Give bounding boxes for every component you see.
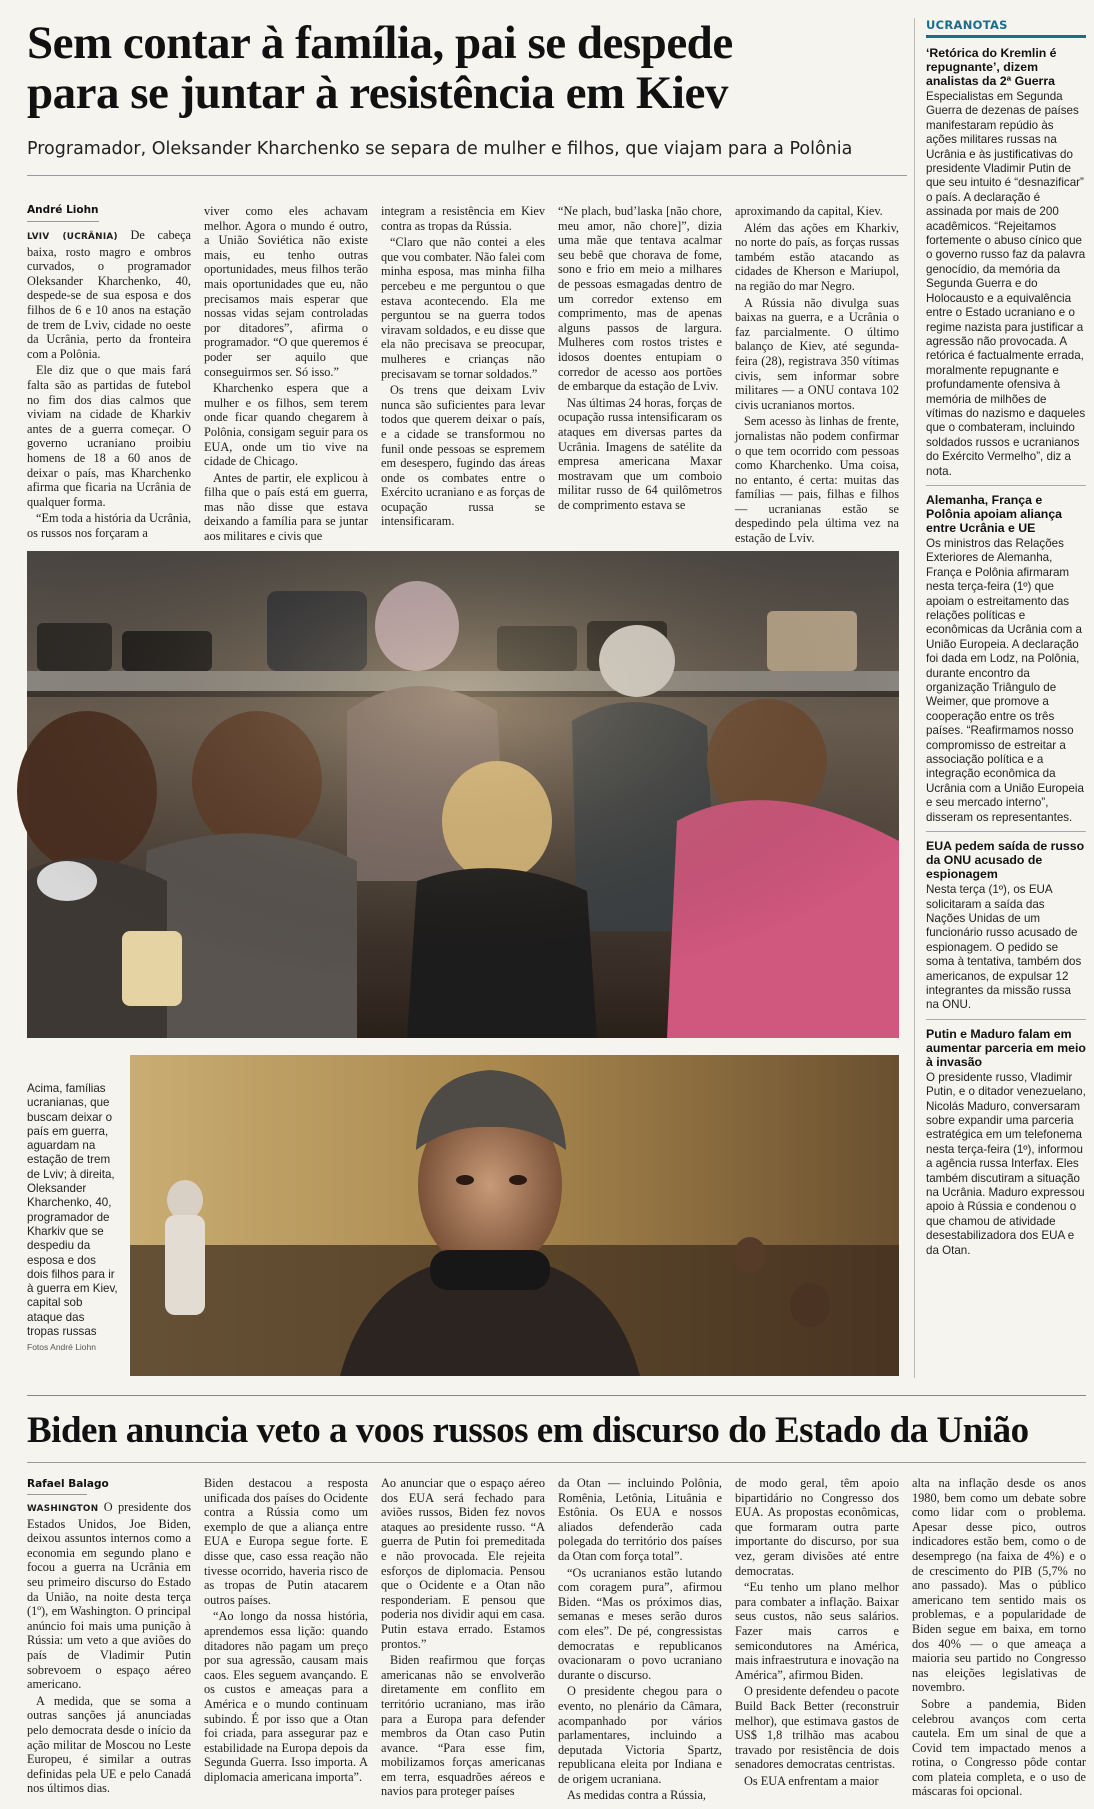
paragraph: Sobre a pandemia, Biden celebrou avanços com certa cautela. Em um sinal de que a Covid tem impactado menos a rotina, o Congresso pôde contar com plateia completa, e o uso de máscaras foi opcional.	[912, 1696, 1086, 1799]
paragraph: aproximando da capital, Kiev.	[735, 204, 883, 218]
paragraph: A Rússia não divulga suas baixas na guerra, e a Ucrânia o faz parcialmente. O último balanço de Kiev, até segunda-feira (28), registrava 350 vítimas civis, sem informar sobre militares — a ONU contava 102 civis ucranianos mortos.	[735, 295, 899, 412]
sidebar-item-body: O presidente russo, Vladimir Putin, e o ditador venezuelano, Nicolás Maduro, conversaram sobre expandir uma parceria estratégica em um telefonema nesta terça-feira (1º), informou a agência russa Interfax. Eles também discutiram a situação na Ucrânia. Maduro expressou apoio à Rússia e condenou o que chamou de atividade desestabilizadora dos EUA e da Otan.	[926, 1070, 1086, 1257]
paragraph: A medida, que se soma a outras sanções já anunciadas pelo democrata desde o início da ação militar de Moscou no Leste Europeu, é similar a outras definidas pela UE e pelo Canadá nos últimos dias.	[27, 1693, 191, 1796]
paragraph: “Claro que não contei a eles que vou combater. Não falei com minha esposa, mas minha filha percebeu e me perguntou o que estava acontecendo. Ela me perguntou se na guerra todos viravam soldados, e eu disse que ela não precisava se preocupar, mulheres e crianças não precisavam se tornar soldados.”	[381, 235, 545, 381]
sidebar-accent-bar	[926, 35, 1086, 38]
paragraph: Sem acesso às linhas de frente, jornalistas não podem confirmar o que tem ocorrido com pessoas como Kharchenko. Uma coisa, no entanto, é certa: muitas das famílias — pais, filhas e filhos — ucranianas estão se despedindo pela última vez na estação de Lviv.	[735, 414, 899, 546]
sidebar-item-body: Especialistas em Segunda Guerra de dezenas de países manifestaram repúdio às ações militares russas na Ucrânia e às justificativas do presidente Vladimir Putin de que seu intuito é “desnazificar” o país. A declaração é assinada por mais de 200 acadêmicos. “Rejeitamos fortemente o abuso cínico que o governo russo faz da palavra genocídio, da memória da Segunda Guerra e do Holocausto e a equivalência entre o Estado ucraniano e o regime nazista para justificar a agressão não provocada. A retórica é factualmente errada, moralmente repugnante e profundamente ofensiva à memória de milhões de vítimas do nazismo e daqueles que o combateram, incluindo soldados russos e ucranianos do Exército Vermelho”, diz a nota.	[926, 90, 1086, 478]
paragraph: “Ne plach, bud’laska [não chore, meu amor, não chore]”, dizia uma mãe que tentava acalmar seu bebê que chorava de fome, sono e frio em meio a milhares de pessoas esmagadas dentro de um corredor extenso em comprimento, mas de apenas alguns passos de largura. Mulheres com rostos tristes e idosos doentes entupiam o corredor de acesso aos portões de embarque da estação de Lviv.	[558, 204, 722, 394]
paragraph: Nas últimas 24 horas, forças de ocupação russa intensificaram os ataques em diversas partes da Ucrânia. Imagens de satélite da empresa americana Maxar mostravam que um comboio militar russo de 64 quilômetros de comprimento estava se	[558, 395, 722, 512]
paragraph: Antes de partir, ele explicou à filha que o país está em guerra, mas não disse que estava deixando a família para se juntar aos militares e civis que	[204, 470, 368, 544]
photo-train-families	[27, 551, 899, 1038]
photo-caption-block	[27, 1082, 119, 1352]
photo-credit: Fotos André Liohn	[27, 1342, 96, 1353]
paragraph: “Eu tenho um plano melhor para combater a inflação. Baixar seus custos, não seus salários. Fazer mais carros e semicondutores na América, mais infraestrutura e inovação na América”, afirmou Biden.	[735, 1580, 899, 1682]
paragraph: As medidas contra a Rússia,	[567, 1788, 706, 1803]
paragraph: Biden reafirmou que forças americanas não se envolverão diretamente em conflito em território ucraniano, mas irão para a Europa para defender membros da Otan caso Putin avance. “Para esse fim, mobilizamos forças americanas em terra, esquadrões aéreos e navios para proteger países	[381, 1653, 545, 1799]
article1-rule	[27, 175, 907, 176]
byline-rule	[27, 221, 99, 222]
paragraph: da Otan — incluindo Polônia, Romênia, Letônia, Lituânia e Estônia. Os EUA e nossos aliados defenderão cada polegada do território dos países da Otan com força total”.	[558, 1476, 722, 1563]
article2-column-4	[558, 1476, 722, 1803]
article1-byline: André Liohn	[27, 204, 99, 216]
article1-column-5	[735, 204, 899, 546]
sidebar-item-title: Putin e Maduro falam em aumentar parceria em meio à invasão	[926, 1026, 1086, 1069]
paragraph: O presidente chegou para o evento, no plenário da Câmara, acompanhado por vários parlamentares, incluindo a deputada Victoria Spartz, republicana eleita por Indiana e de origem ucraniana.	[558, 1684, 722, 1786]
sidebar-ucranotas	[926, 18, 1086, 1398]
paragraph: alta na inflação desde os anos 1980, bem como um debate sobre como lidar com o problema. Apesar desse pico, outros indicadores estão bem, como o de desemprego (na faixa de 4%) e o de crescimento do PIB (5,7% no ano passado). Mas o público americano tem sentido mais os problemas, e a popularidade de Biden segue em baixa, em torno dos 40% — o que ameaça a maioria seu partido no Congresso nas eleições legislativas de novembro.	[912, 1476, 1086, 1695]
sidebar-divider	[926, 831, 1086, 832]
sidebar-item-title: Alemanha, França e Polônia apoiam aliança entre Ucrânia e UE	[926, 492, 1062, 535]
sidebar-label: UCRANOTAS	[926, 18, 1008, 32]
sidebar-divider	[926, 1019, 1086, 1020]
sidebar-divider	[926, 485, 1086, 486]
sidebar-left-rule	[914, 18, 915, 1378]
article2-column-6	[912, 1476, 1086, 1800]
paragraph: Kharchenko espera que a mulher e os filhos, sem terem onde ficar quando chegarem à Polônia, consigam seguir para os EUA, onde um tio vive na cidade de Chicago.	[204, 381, 368, 469]
paragraph: integram a resistência em Kiev contra as tropas da Rússia.	[381, 204, 545, 233]
sidebar-item-title: EUA pedem saída de russo da ONU acusado de espionagem	[926, 839, 1085, 882]
byline-rule	[27, 1494, 87, 1495]
paragraph: “Ao longo da nossa história, aprendemos essa lição: quando ditadores não pagam um preço por sua agressão, causam mais caos. Eles seguem avançando. E os custos e ameaças para a América e o mundo continuam subindo. É por isso que a Otan foi criada, para assegurar paz e estabilidade na Europa depois da Segunda Guerra. Isso importa. A diplomacia americana importa”.	[204, 1609, 368, 1784]
paragraph: De cabeça baixa, rosto magro e ombros curvados, o programador Oleksander Kharchenko, 40, despede-se de sua esposa e dos filhos de 6 e 10 anos na estação de trem de Lviv, cidade no oeste da Ucrânia, perto da fronteira com a Polônia.	[27, 228, 191, 361]
article1-column-4	[558, 204, 722, 530]
portrait-illustration	[130, 1055, 899, 1376]
article1-headline-line1: Sem contar à família, pai se despede	[27, 17, 733, 69]
article2-rule	[27, 1462, 1086, 1463]
paragraph: O presidente dos Estados Unidos, Joe Biden, deixou assuntos internos como a economia em segundo plano e focou a guerra na Ucrânia em seu primeiro discurso do Estado da União, na noite desta terça (1º), em Washington. O principal anúncio foi mais uma punição à Rússia: um veto a que aviões do país de Vladimir Putin sobrevoem o espaço aéreo americano.	[27, 1500, 191, 1692]
paragraph: Ao anunciar que o espaço aéreo dos EUA será fechado para aviões russos, Biden fez novos ataques ao presidente russo. “A guerra de Putin foi premeditada e não provocada. Ele rejeita esforços de diplomacia. Pensou que o Ocidente e a Otan não responderiam. E pensou que poderia nos dividir aqui em casa. Putin estava errado. Estamos prontos.”	[381, 1476, 545, 1651]
photo-kharchenko-portrait	[130, 1055, 899, 1376]
photo-caption: Acima, famílias ucranianas, que buscam deixar o país em guerra, aguardam na estação de trem de Lviv; à direita, Oleksander Kharchenko, 40, programador de Kharkiv que se despediu da esposa e dos dois filhos para ir à guerra em Kiev, capital sob ataque das tropas russas	[27, 1082, 118, 1339]
article2-column-2	[204, 1476, 368, 1800]
article1-dateline: LVIV (UCRÂNIA)	[27, 232, 118, 242]
article2-column-1	[27, 1500, 191, 1800]
article2-column-5	[735, 1476, 899, 1800]
article2-headline: Biden anuncia veto a voos russos em discurso do Estado da União	[27, 1410, 1029, 1451]
sidebar-item-title: ‘Retórica do Kremlin é repugnante’, dizem analistas da 2ª Guerra	[926, 46, 1057, 88]
paragraph: viver como eles achavam melhor. Agora o mundo é outro, a União Soviética não existe mais, eu tenho outras oportunidades, meus filhos terão mais oportunidades que eu, não precisamos mais esperar que nossas vidas sejam controladas por ditadores”, afirma o programador. “O que queremos é poder ser aquilo que conseguirmos ser. Só isso.”	[204, 204, 368, 379]
section-divider	[27, 1395, 1086, 1396]
article2-byline: Rafael Balago	[27, 1478, 109, 1490]
paragraph: Os EUA enfrentam a maior	[744, 1773, 879, 1788]
paragraph: O presidente defendeu o pacote Build Back Better (reconstruir melhor), que estimava gastos de US$ 1,8 trilhão mas acabou travado por resistência de dois senadores democratas centristas.	[735, 1684, 900, 1772]
paragraph: Biden destacou a resposta unificada dos países do Ocidente contra a Rússia como um exemplo de que a aliança entre EUA e Europa segue forte. E disse que, caso essa reação não tivesse ocorrido, haveria risco de as tropas de Putin atacarem outros países.	[204, 1476, 368, 1607]
paragraph: de modo geral, têm apoio bipartidário no Congresso dos EUA. As propostas econômicas, que formaram outra parte importante do discurso, por sua vez, geram divisões até entre democratas.	[735, 1476, 899, 1578]
article1-column-2	[204, 204, 368, 544]
paragraph: Ele diz que o que mais fará falta são as partidas de futebol no fim dos dias calmos que viviam na cidade de Kharkiv antes de a guerra começar. O governo ucraniano proibiu homens de 18 a 60 anos de deixar o país, mas Kharchenko afirma que ficaria na Ucrânia de qualquer forma.	[27, 363, 191, 509]
article1-headline-line2: para se juntar à resistência em Kiev	[27, 66, 728, 119]
article1-headline	[27, 17, 907, 119]
paragraph: “Os ucranianos estão lutando com coragem pura”, afirmou Biden. “Mas os próximos dias, semanas e meses serão duros com eles”. De pé, congressistas democratas e republicanos ovacionaram o povo ucraniano durante o discurso.	[558, 1565, 722, 1682]
paragraph: “Em toda a história da Ucrânia, os russos nos forçaram a	[27, 511, 192, 540]
paragraph: Além das ações em Kharkiv, no norte do país, as forças russas também estão atacando as cidades de Kherson e Mariupol, na região do mar Negro.	[735, 220, 899, 293]
sidebar-item-body: Os ministros das Relações Exteriores de Alemanha, França e Polônia afirmaram nesta terça-feira (1º) que apoiam o estreitamento das relações políticas e econômicas da Ucrânia com a União Europeia. A declaração foi dada em Lodz, na Polônia, durante encontro da organização Triângulo de Weimer, que promove a cooperação entre os três países. “Reafirmamos nosso compromisso de estreitar a associação política e a integração econômica da Ucrânia com a União Europeia e seu mercado interno”, disseram os representantes.	[926, 536, 1084, 824]
article2-column-3	[381, 1476, 545, 1800]
sidebar-item-body: Nesta terça (1º), os EUA solicitaram a saída das Nações Unidas de um funcionário russo acusado de espionagem. O pedido se soma à tentativa, também dos americanos, de expulsar 12 integrantes da missão russa na ONU.	[926, 883, 1082, 1012]
paragraph: Os trens que deixam Lviv nunca são suficientes para levar todos que querem deixar o país, e a cidade se transformou no funil onde pessoas se espremem em desespero, fugindo das áreas onde os combates entre o Exército ucraniano e as forças de ocupação russa se intensificaram.	[381, 383, 545, 529]
article1-subhead: Programador, Oleksander Kharchenko se separa de mulher e filhos, que viajam para a Polônia	[27, 139, 853, 159]
article1-column-3	[381, 204, 545, 530]
train-families-illustration	[27, 551, 899, 1038]
article2-dateline: WASHINGTON	[27, 1504, 99, 1514]
article1-column-1	[27, 228, 192, 540]
